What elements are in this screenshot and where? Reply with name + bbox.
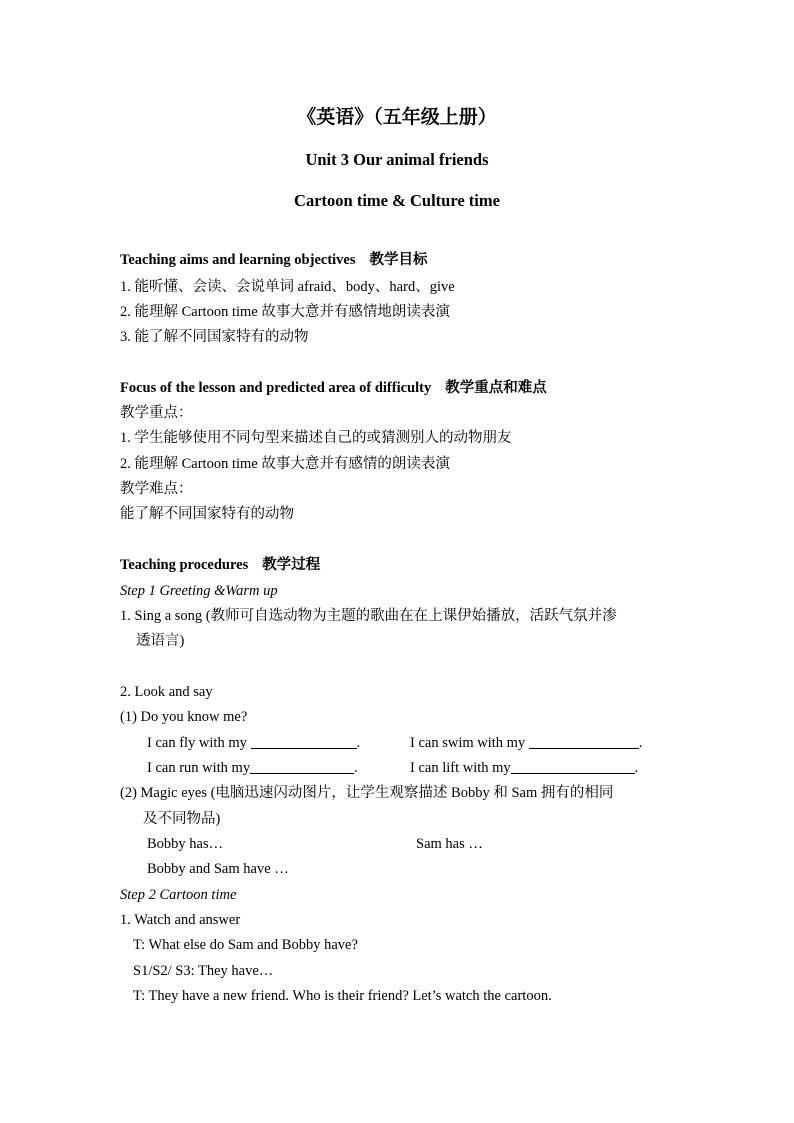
lift-blank xyxy=(511,759,635,774)
fly-blank xyxy=(251,734,357,749)
step1-heading: Step 1 Greeting &Warm up xyxy=(120,583,278,599)
procedures-heading-en: Teaching procedures xyxy=(120,557,249,573)
bobby-has: Bobby has… xyxy=(147,836,224,852)
teacher-line-1: T: What else do Sam and Bobby have? xyxy=(133,937,358,953)
swim-blank xyxy=(529,734,639,749)
student-line-1: S1/S2/ S3: They have… xyxy=(133,963,274,979)
sing-song-line1: 1. Sing a song (教师可自选动物为主题的歌曲在在上课伊始播放，活跃气氛并渗 xyxy=(120,608,617,624)
bobby-sam-have: Bobby and Sam have … xyxy=(147,861,289,877)
question-1: (1) Do you know me? xyxy=(120,709,248,725)
lift-sentence: I can lift with my . xyxy=(410,760,639,776)
aims-heading-cn: 教学目标 xyxy=(369,252,428,268)
sam-has: Sam has … xyxy=(416,836,483,852)
aims-item-3: 3. 能了解不同国家特有的动物 xyxy=(120,329,309,345)
difficulty-label: 教学难点： xyxy=(120,481,193,497)
key-point-1: 1. 学生能够使用不同句型来描述自己的或猜测别人的动物朋友 xyxy=(120,430,512,446)
book-title: 《英语》（五年级上册） xyxy=(297,107,497,128)
aims-item-1: 1. 能听懂、会读、会说单词 afraid、body、hard、give xyxy=(120,279,455,295)
lesson-subtitle: Cartoon time & Culture time xyxy=(294,191,500,210)
magic-eyes-line1: (2) Magic eyes (电脑迅速闪动图片，让学生观察描述 Bobby 和 Sam 拥有的相同 xyxy=(120,785,614,801)
run-sentence: I can run with my . xyxy=(147,760,358,776)
unit-title: Unit 3 Our animal friends xyxy=(305,150,489,169)
key-point-2: 2. 能理解 Cartoon time 故事大意并有感情的朗读表演 xyxy=(120,456,450,472)
aims-item-2: 2. 能理解 Cartoon time 故事大意并有感情地朗读表演 xyxy=(120,304,450,320)
step2-heading: Step 2 Cartoon time xyxy=(120,887,237,903)
fly-sentence: I can fly with my . xyxy=(147,735,361,751)
difficulty-text: 能了解不同国家特有的动物 xyxy=(120,506,294,522)
procedures-heading-cn: 教学过程 xyxy=(262,557,321,573)
focus-heading-en: Focus of the lesson and predicted area of difficulty xyxy=(120,380,432,396)
focus-heading-cn: 教学重点和难点 xyxy=(445,380,547,396)
procedures-heading xyxy=(120,555,320,575)
aims-heading xyxy=(120,250,428,270)
run-blank xyxy=(250,759,354,774)
key-points-label: 教学重点： xyxy=(120,405,193,421)
focus-heading xyxy=(120,378,547,398)
aims-heading-en: Teaching aims and learning objectives xyxy=(120,252,356,268)
sing-song-line2: 透语言) xyxy=(136,633,185,649)
watch-and-answer: 1. Watch and answer xyxy=(120,912,241,928)
teacher-line-2: T: They have a new friend. Who is their friend? Let’s watch the cartoon. xyxy=(133,988,552,1004)
swim-sentence: I can swim with my . xyxy=(410,735,643,751)
look-and-say: 2. Look and say xyxy=(120,684,213,700)
magic-eyes-line2: 及不同物品) xyxy=(143,811,221,827)
